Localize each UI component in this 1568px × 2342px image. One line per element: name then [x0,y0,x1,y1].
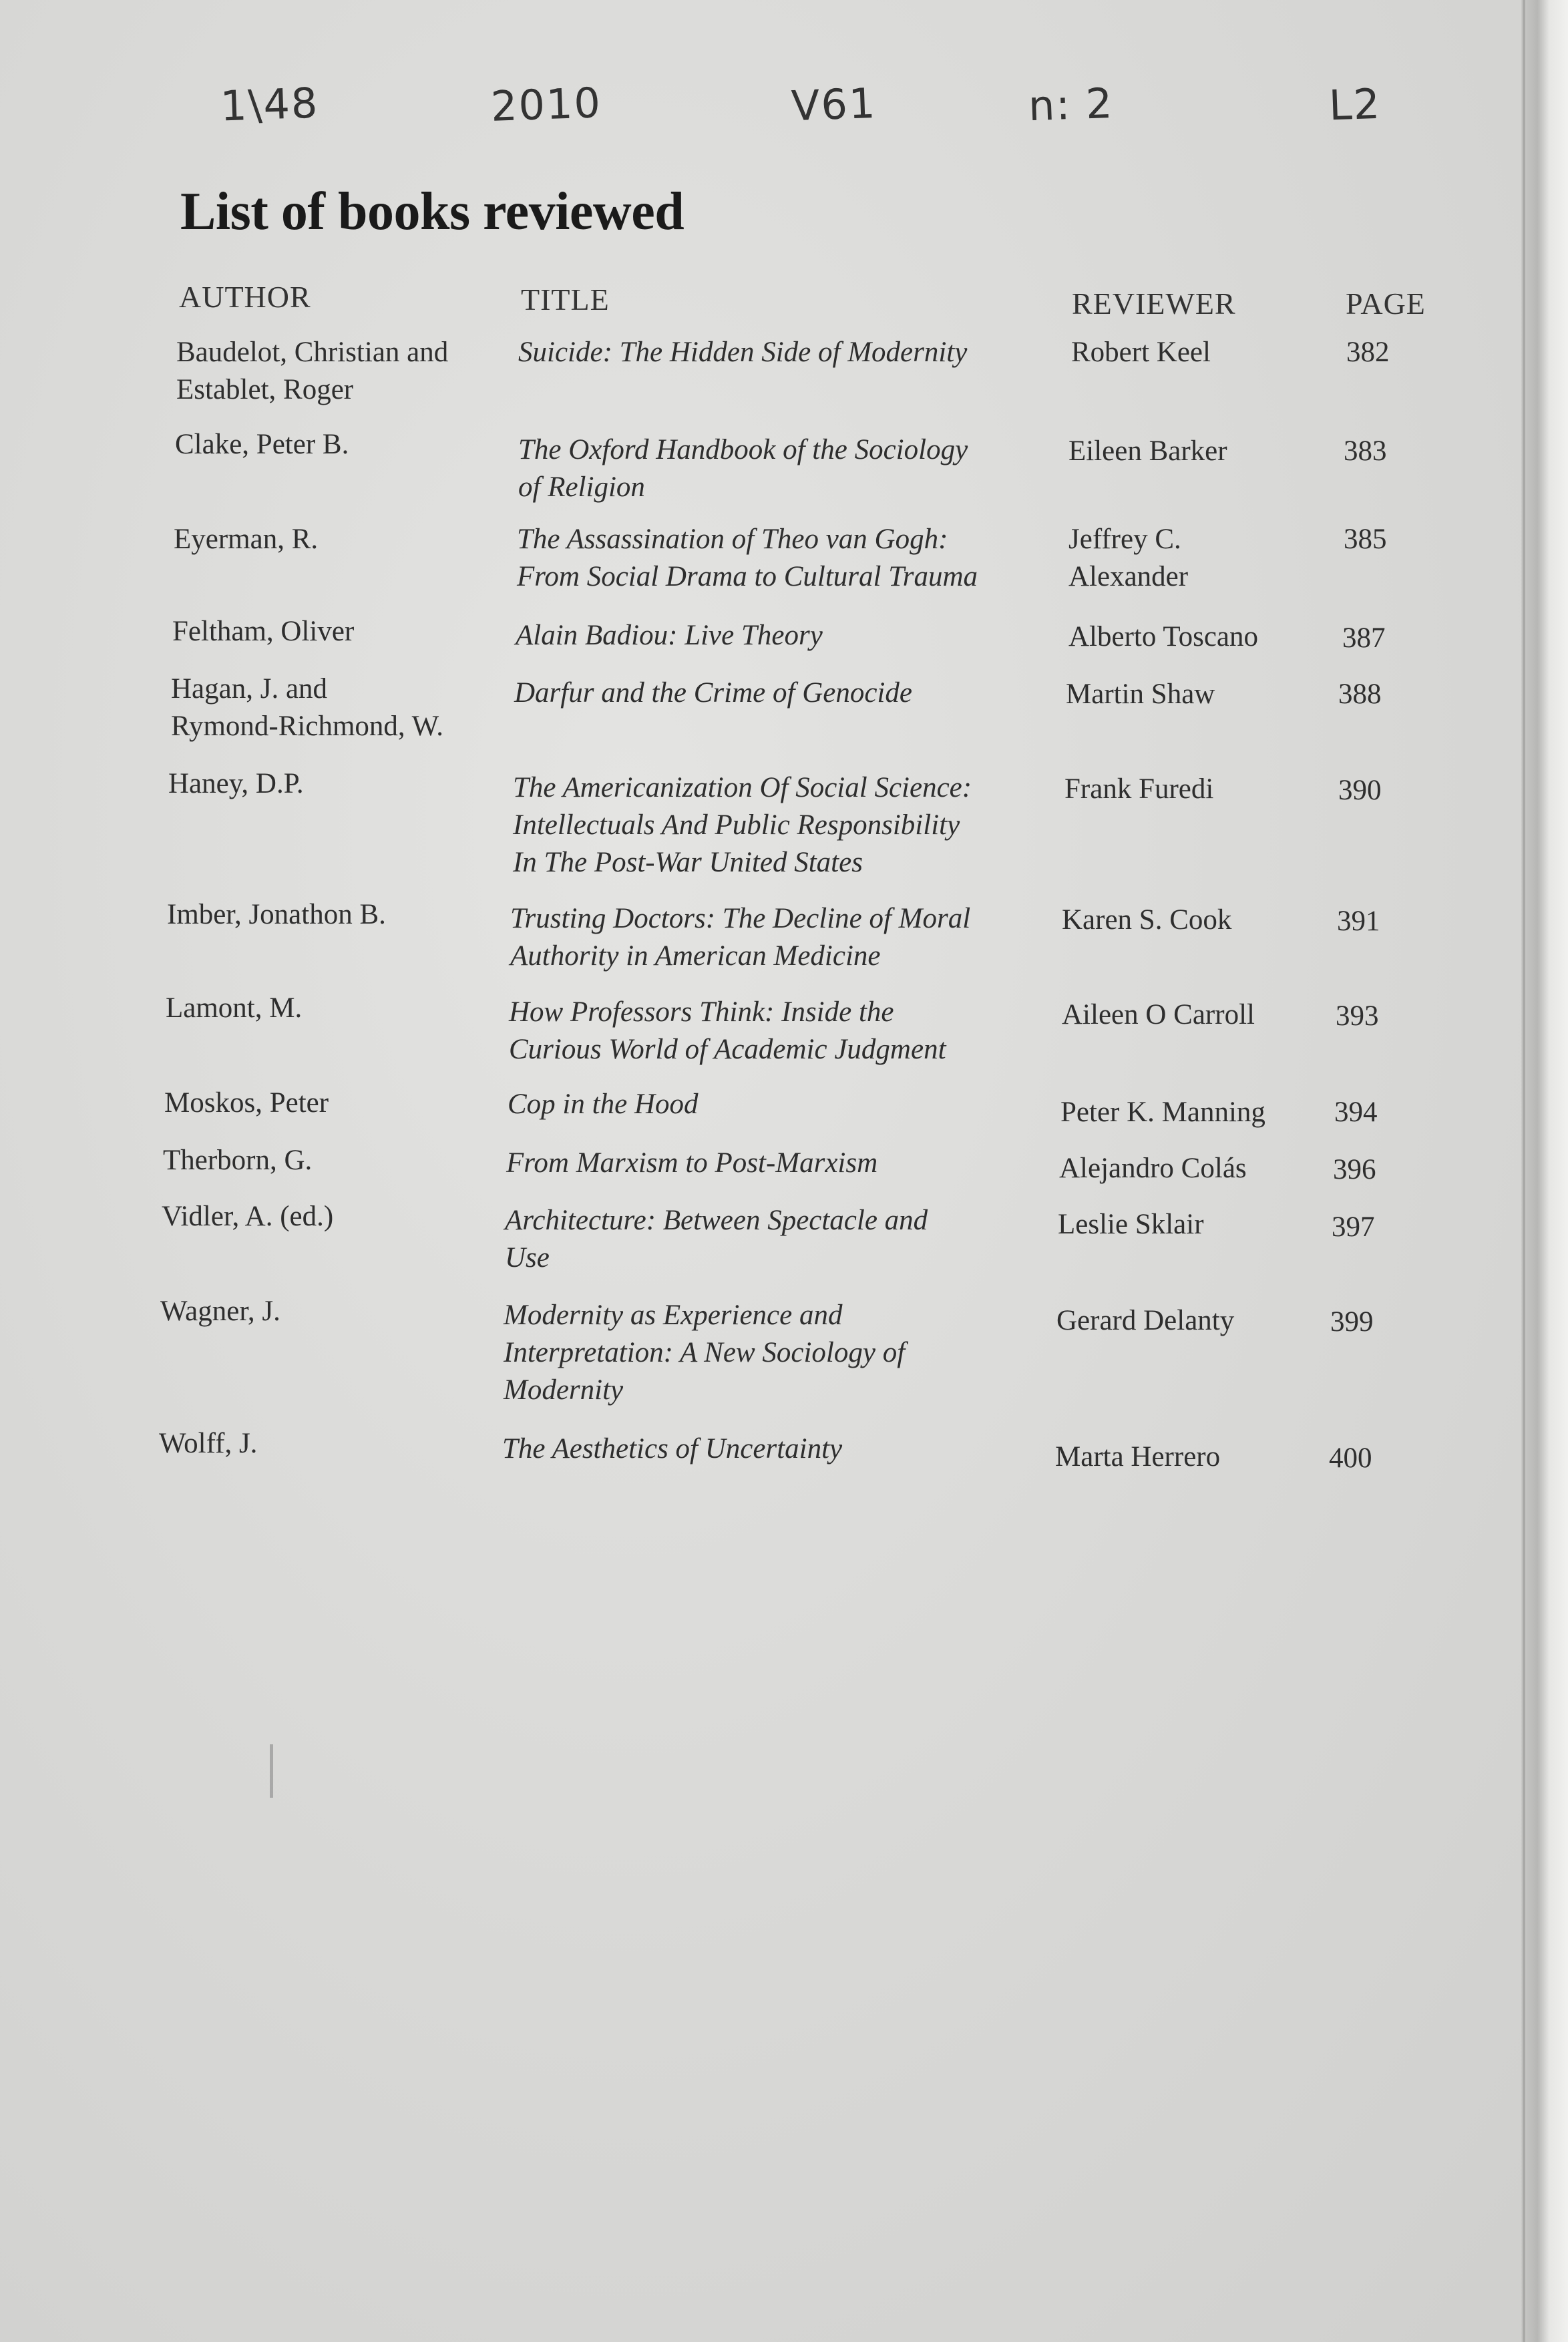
title-cell: Trusting Doctors: The Decline of Moral Authority in American Medicine [510,903,971,972]
reviewer-cell: Alberto Toscano [1068,621,1258,652]
author-cell: Hagan, J. and Rymond-Richmond, W. [171,673,443,742]
reviewer-cell: Frank Furedi [1064,773,1214,805]
page-cell: 391 [1337,906,1380,937]
page-cell: 388 [1338,678,1382,710]
reviewer-cell: Jeffrey C. Alexander [1068,524,1189,592]
author-cell: Feltham, Oliver [172,616,355,647]
page-cell: 396 [1333,1154,1376,1185]
reviewer-cell: Leslie Sklair [1058,1209,1204,1240]
page-title: List of books reviewed [180,182,684,241]
page-cell: 390 [1338,775,1382,806]
author-cell: Baudelot, Christian and Establet, Roger [176,337,449,405]
column-header-title: TITLE [521,282,610,317]
title-cell: The Aesthetics of Uncertainty [502,1433,843,1465]
title-cell: Suicide: The Hidden Side of Modernity [518,337,968,368]
column-header-page: PAGE [1346,286,1426,321]
author-cell: Lamont, M. [166,992,303,1024]
pencil-mark [270,1744,273,1798]
author-cell: Therborn, G. [163,1145,313,1176]
reviewer-cell: Eileen Barker [1068,435,1227,467]
page-cell: 399 [1330,1306,1374,1338]
page-cell: 387 [1342,622,1386,654]
title-cell: Alain Badiou: Live Theory [516,620,823,651]
title-cell: The Americanization Of Social Science: Intellectuals And Public Responsibility In The Post-War United States [513,772,972,878]
column-header-reviewer: REVIEWER [1072,286,1236,321]
title-cell: Darfur and the Crime of Genocide [514,677,912,709]
reviewer-cell: Robert Keel [1071,337,1211,368]
handwritten-note: 2010 [489,78,603,131]
author-cell: Vidler, A. (ed.) [162,1201,334,1232]
author-cell: Imber, Jonathon B. [167,899,386,930]
page-cell: 385 [1344,524,1387,555]
reviewer-cell: Alejandro Colás [1059,1153,1247,1184]
reviewer-cell: Gerard Delanty [1056,1305,1235,1336]
reviewer-cell: Peter K. Manning [1060,1097,1265,1128]
title-cell: From Marxism to Post-Marxism [506,1147,878,1179]
title-cell: The Oxford Handbook of the Sociology of Religion [518,434,968,503]
title-cell: Architecture: Between Spectacle and Use [505,1205,928,1274]
author-cell: Eyerman, R. [174,524,319,555]
page-cell: 400 [1329,1442,1372,1474]
page-cell: 382 [1346,337,1390,368]
author-cell: Wolff, J. [159,1428,258,1459]
title-cell: Cop in the Hood [508,1089,699,1120]
handwritten-note: L2 [1328,79,1382,130]
handwritten-note: n: 2 [1027,78,1115,131]
author-cell: Wagner, J. [160,1296,280,1327]
page-cell: 394 [1334,1097,1378,1128]
page-cell: 393 [1336,1000,1379,1032]
author-cell: Haney, D.P. [168,768,304,799]
author-cell: Clake, Peter B. [175,429,349,460]
handwritten-note: V61 [790,78,877,131]
title-cell: The Assassination of Theo van Gogh: From Social Drama to Cultural Trauma [517,524,978,592]
title-cell: Modernity as Experience and Interpretation: A New Sociology of Modernity [504,1300,906,1406]
page-cell: 397 [1332,1211,1375,1243]
reviewer-cell: Marta Herrero [1055,1441,1221,1473]
column-header-author: AUTHOR [179,280,311,314]
reviewer-cell: Karen S. Cook [1062,904,1232,936]
author-cell: Moskos, Peter [164,1087,329,1119]
title-cell: How Professors Think: Inside the Curious World of Academic Judgment [509,996,946,1065]
reviewer-cell: Martin Shaw [1066,678,1215,710]
reviewer-cell: Aileen O Carroll [1062,999,1255,1030]
page-cell: 383 [1344,435,1387,467]
handwritten-note: 1\48 [219,78,320,131]
